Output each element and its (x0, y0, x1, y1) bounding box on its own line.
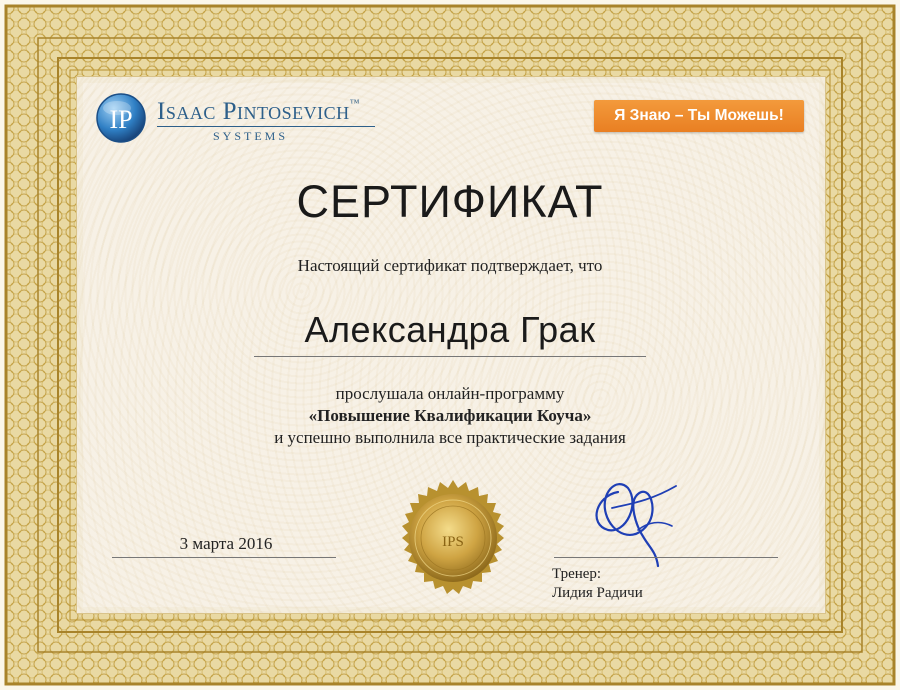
logo-name: Isaac Pintosevich (157, 98, 350, 125)
date-underline (112, 557, 336, 558)
program-name: «Повышение Квалификации Коуча» (308, 406, 592, 425)
ip-monogram-icon (95, 92, 147, 144)
trainer-label: Тренер: (552, 566, 602, 582)
trainer-name: Лидия Радичи (552, 585, 643, 601)
slogan-badge: Я Знаю – Ты Можешь! (594, 100, 804, 132)
signature-underline (554, 557, 778, 558)
svg-text:IPS: IPS (442, 534, 464, 550)
description-line-1: прослушала онлайн-программу (335, 384, 565, 403)
logo-trademark: ™ (349, 98, 360, 109)
recipient-underline (254, 356, 646, 357)
intro-text: Настоящий сертификат подтверждает, что (297, 256, 603, 275)
logo-subtitle: SYSTEMS (213, 129, 289, 143)
recipient-name: Александра Грак (304, 309, 596, 350)
description-line-3: и успешно выполнила все практические задания (274, 428, 626, 447)
logo-wordmark (157, 98, 359, 126)
gold-seal-icon (390, 478, 516, 604)
trainer-signature-icon (578, 474, 688, 570)
logo-divider (157, 126, 375, 127)
issue-date: 3 марта 2016 (179, 534, 273, 553)
company-logo (95, 92, 405, 150)
certificate-title: СЕРТИФИКАТ (296, 176, 604, 227)
svg-text:IP: IP (109, 105, 133, 134)
